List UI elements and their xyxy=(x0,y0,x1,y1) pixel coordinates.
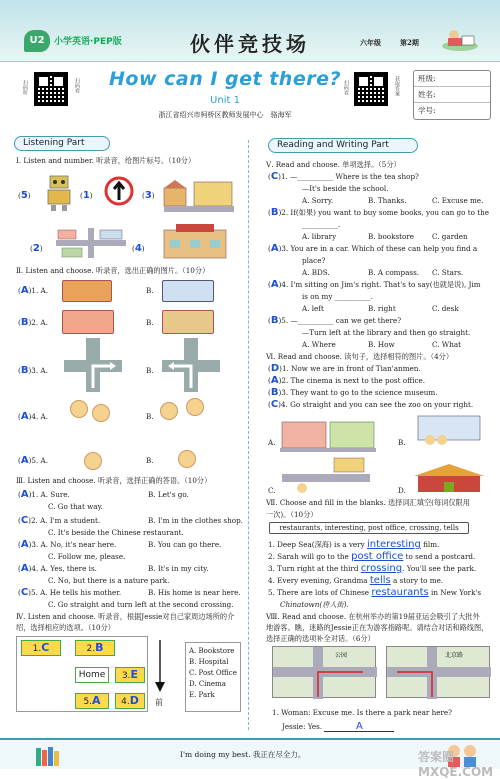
section-2-title: Ⅱ. Listen and choose. 听录音，选出正确的图片。（10分） xyxy=(16,266,210,275)
boy-reading-a-icon xyxy=(84,452,102,470)
section-4-title-2: 绍，选择相应的选项。（10分） xyxy=(16,623,115,632)
s3-item-4: (A)4. A. Yes, there is. xyxy=(18,563,97,574)
section-7-title: Ⅶ. Choose and fill in the blanks. 选择词汇填空(每词仅限用 xyxy=(266,498,470,507)
section-5-title: Ⅴ. Read and choose. 单项选择。（5分） xyxy=(266,160,401,169)
s3-item-3-b: B. You can go there. xyxy=(148,540,222,549)
s6-item-1: (D)1. Now we are in front of Tian'anmen. xyxy=(268,363,421,374)
s5-q5: (B)5. —__________ can we get there? xyxy=(268,315,402,326)
s2-item-2-b: B. xyxy=(146,318,154,327)
s5-q1-opt-b: B. Thanks. xyxy=(368,196,407,205)
s8-q1-jessie: Jessie: Yes. A xyxy=(282,722,394,732)
s3-item-4-c: C. No, but there is a nature park. xyxy=(48,576,170,585)
girl-face-a-icon xyxy=(92,404,110,422)
qr-code-right-icon xyxy=(354,72,388,106)
option-a: A. Bookstore xyxy=(189,647,235,655)
science-museum-kids-image xyxy=(412,412,486,446)
map-cell-3: 3.E xyxy=(115,667,145,683)
s7-item-1: 1. Deep Sea(深海) is a very interesting film. xyxy=(268,539,440,550)
s3-item-1-c: C. Go that way. xyxy=(48,502,103,511)
option-d: D. Cinema xyxy=(189,680,226,688)
zoo-road-image xyxy=(282,456,370,496)
s6-label-b: B. xyxy=(398,438,406,447)
id-field[interactable]: 学号: xyxy=(418,106,436,115)
section-1-title: Ⅰ. Listen and number. 听录音，给图片标号。（10分） xyxy=(16,156,196,165)
crossroad-buildings-icon xyxy=(56,228,126,258)
boy-face-a-icon xyxy=(70,400,88,418)
turn-right-map-a-icon xyxy=(64,338,122,392)
header-band xyxy=(0,0,500,62)
s5-q3-line2: place? xyxy=(302,256,326,265)
name-field[interactable]: 姓名: xyxy=(414,87,490,103)
s2-item-4: (A)4. A. xyxy=(18,411,48,422)
street-buildings-icon xyxy=(164,178,234,212)
robot-icon xyxy=(44,172,74,212)
option-c: C. Post Office xyxy=(189,669,237,677)
restaurant-building-icon xyxy=(160,224,230,260)
s5-q3: (A)3. You are in a car. Which of these can help you find a xyxy=(268,243,478,254)
watermark-logo: 答案圈 MXQE.COM xyxy=(418,750,494,779)
route-map-2-drawing xyxy=(387,647,491,699)
reading-girl-illustration-icon xyxy=(440,26,480,52)
s5-q1-reply: —It's beside the school. xyxy=(302,184,389,193)
s6-label-a: A. xyxy=(268,438,276,447)
s5-q4-opt-b: B. right xyxy=(368,304,396,313)
section-8-title-3: 选择正确的选项补全对话。（6分） xyxy=(266,634,375,643)
books-shelf-icon xyxy=(34,744,68,768)
s5-q3-opt-b: B. A compass. xyxy=(368,268,420,277)
hospital-b-image xyxy=(162,310,214,334)
s3-item-2-c: C. It's beside the Chinese restaurant. xyxy=(48,528,184,537)
map-cell-4: 4.D xyxy=(115,693,145,709)
footer-motto: I'm doing my best. 我正在尽全力。 xyxy=(180,750,306,759)
s1-paren-4: (2) xyxy=(30,243,43,254)
section-8-title-2: 地游客。瞧，迷路的Jessie正在为游客指路呢。请结合对话和路线图， xyxy=(266,623,489,632)
s3-item-3-c: C. Follow me, please. xyxy=(48,552,126,561)
s5-q4-opt-a: A. left xyxy=(302,304,324,313)
s7-item-2: 2. Sarah will go to the post office to send a postcard. xyxy=(268,551,476,562)
s3-item-5: (C)5. A. He tells his mother. xyxy=(18,587,122,598)
s1-paren-1: (5) xyxy=(18,190,31,201)
map-cell-1: 1.C xyxy=(21,640,61,656)
route-map-1-drawing xyxy=(273,647,377,699)
s5-q2: (B)2. If(如果) you want to buy some books, you can go to the xyxy=(268,207,490,218)
s5-q2-opt-b: B. bookstore xyxy=(368,232,415,241)
neighborhood-map xyxy=(16,636,148,712)
map-home: Home xyxy=(75,667,109,683)
s1-paren-5: (4) xyxy=(132,243,145,254)
s5-q3-opt-c: C. Stars. xyxy=(432,268,464,277)
route-map-2 xyxy=(386,646,490,698)
listening-part-heading: Listening Part xyxy=(14,136,110,151)
qr-right-label-1: 获取答案 xyxy=(394,76,400,96)
qr-left-label-2: 扫码看 xyxy=(74,78,80,93)
s2-item-5-b: B. xyxy=(146,456,154,465)
qr-right-label-2: 扫码看 xyxy=(343,80,349,95)
s1-paren-2: (1) xyxy=(80,190,93,201)
s3-item-5-b: B. His home is near here. xyxy=(148,588,241,597)
section-6-title: Ⅵ. Read and choose. 读句子，选择相符的图片。（4分） xyxy=(266,352,454,361)
s3-item-1: (A)1. A. Sure. xyxy=(18,489,70,500)
s7-item-5-tail: Chinatown(唐人街). xyxy=(280,600,349,609)
tiananmen-image xyxy=(412,460,486,496)
s5-q1: (C)1. —__________ Where is the tea shop? xyxy=(268,171,419,182)
s5-q4-line2: is on my __________. xyxy=(302,292,373,301)
s5-q3-opt-a: A. BDS. xyxy=(302,268,330,277)
boy-face-b-icon xyxy=(160,402,178,420)
s3-item-1-b: B. Let's go. xyxy=(148,490,189,499)
science-museum-b-image xyxy=(162,280,214,302)
s6-item-2: (A)2. The cinema is next to the post office. xyxy=(268,375,426,386)
s3-item-4-b: B. It's in my city. xyxy=(148,564,209,573)
unit-badge: U2 xyxy=(24,30,50,52)
qr-code-left-icon xyxy=(34,72,68,106)
qr-left-label-1: 扫码听 xyxy=(22,80,28,95)
section-8-title: Ⅷ. Read and choose. 在杭州举办的第19届亚运会吸引了大批外 xyxy=(266,612,480,621)
s5-q4-opt-c: C. desk xyxy=(432,304,459,313)
go-straight-sign-icon xyxy=(104,176,134,210)
s2-item-3-b: B. xyxy=(146,366,154,375)
series-label: 小学英语·PEP版 xyxy=(54,37,122,47)
s5-q2-line2: __________. xyxy=(302,220,341,229)
s5-q5-opt-b: B. How xyxy=(368,340,395,349)
section-4-title: Ⅳ. Listen and choose. 听录音，根据Jessie对自己家周边场所的介 xyxy=(16,612,235,621)
cinema-post-office-image xyxy=(280,414,376,452)
s3-item-5-c: C. Go straight and turn left at the second crossing. xyxy=(48,600,234,609)
option-b: B. Hospital xyxy=(189,658,229,666)
turn-left-map-b-icon xyxy=(162,338,220,392)
student-info-box xyxy=(413,70,491,120)
map2-road-label: 北京路 xyxy=(445,652,464,659)
map-cell-5: 5.A xyxy=(75,693,109,709)
front-label: 前 xyxy=(155,698,163,707)
s5-q5-opt-a: A. Where xyxy=(302,340,336,349)
place-options-box xyxy=(185,642,241,712)
boy-thinking-b-icon xyxy=(178,450,196,468)
hospital-a-image xyxy=(62,310,114,334)
class-field[interactable]: 班级: xyxy=(414,71,490,87)
s5-q5-reply: —Turn left at the library and then go straight. xyxy=(302,328,471,337)
s5-q1-opt-c: C. Excuse me. xyxy=(432,196,484,205)
section-3-title: Ⅲ. Listen and choose. 听录音，选择正确的答语。（10分） xyxy=(16,476,212,485)
s7-item-5: 5. There are lots of Chinese restaurants in New York's xyxy=(268,587,482,598)
s5-q1-opt-a: A. Sorry. xyxy=(302,196,334,205)
grade-label: 六年级 xyxy=(360,38,381,47)
s5-q5-opt-c: C. What xyxy=(432,340,462,349)
author-line: 浙江省绍兴市柯桥区教师发展中心 骆海军 xyxy=(158,111,292,119)
s2-item-2: (B)2. A. xyxy=(18,317,48,328)
s2-item-3: (B)3. A. xyxy=(18,365,48,376)
column-divider xyxy=(248,140,249,730)
s6-label-c: C. xyxy=(268,486,276,495)
brand-title: 伙伴竞技场 xyxy=(190,32,310,56)
s5-q2-opt-a: A. library xyxy=(302,232,337,241)
s6-item-3: (B)3. They want to go to the science museum. xyxy=(268,387,438,398)
s5-q2-opt-c: C. garden xyxy=(432,232,468,241)
route-map-1 xyxy=(272,646,376,698)
lesson-title: How can I get there? xyxy=(109,68,341,90)
s6-item-4: (C)4. Go straight and you can see the zoo on your right. xyxy=(268,399,474,410)
section-7-title-2: 一次)。（10分） xyxy=(266,510,318,519)
s3-item-2: (C)2. A. I'm a student. xyxy=(18,515,101,526)
s7-item-3: 3. Turn right at the third crossing. You'll see the park. xyxy=(268,563,477,574)
front-arrow-icon xyxy=(154,640,166,696)
option-e: E. Park xyxy=(189,691,215,699)
girl-face-b-icon xyxy=(186,398,204,416)
s2-item-1-b: B. xyxy=(146,286,154,295)
s3-item-3: (A)3. A. No, it's near here. xyxy=(18,539,117,550)
s1-paren-3: (3) xyxy=(142,190,155,201)
science-museum-a-image xyxy=(62,280,112,302)
s2-item-1: (A)1. A. xyxy=(18,285,48,296)
s8-q1-woman: 1. Woman: Excuse me. Is there a park near here? xyxy=(272,708,453,717)
s2-item-5: (A)5. A. xyxy=(18,455,48,466)
map-cell-2: 2.B xyxy=(75,640,115,656)
issue-label: 第2期 xyxy=(400,38,419,47)
word-bank-box: restaurants, interesting, post office, crossing, tells xyxy=(269,522,469,534)
reading-writing-part-heading: Reading and Writing Part xyxy=(268,138,418,153)
s3-item-2-b: B. I'm in the clothes shop. xyxy=(148,516,243,525)
unit-label: Unit 1 xyxy=(210,95,240,106)
s7-item-4: 4. Every evening, Grandma tells a story to me. xyxy=(268,575,444,586)
s6-label-d: D. xyxy=(398,486,406,495)
map1-park-label: 公园 xyxy=(335,652,348,659)
s5-q4: (A)4. I'm sitting on Jim's right. That's to say(也就是说), Jim xyxy=(268,279,481,290)
s2-item-4-b: B. xyxy=(146,412,154,421)
